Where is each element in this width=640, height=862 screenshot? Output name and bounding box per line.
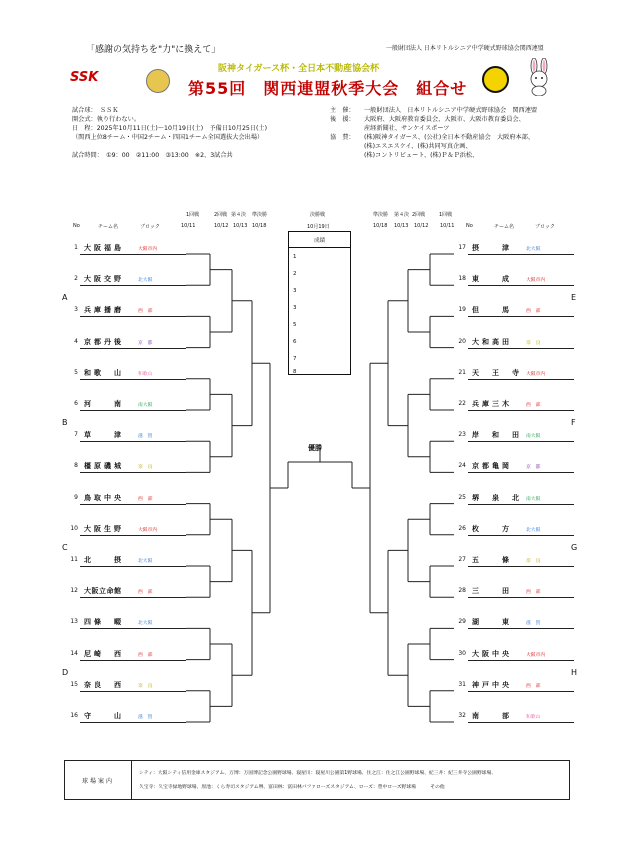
col-r3-right: 第４決 <box>394 212 410 218</box>
col-team-left: チーム名 <box>98 224 119 230</box>
team-block: 大阪市内 <box>138 527 158 533</box>
value-support-1: 大阪府、大阪府教育委員会、大阪市、大阪市教育委員会、 <box>364 116 525 123</box>
team-number: 7 <box>74 431 78 439</box>
venue-box <box>64 760 570 800</box>
team-name: 北 摂 <box>84 556 124 564</box>
col-final: 決勝戦 <box>310 212 326 218</box>
team-number: 6 <box>74 400 78 407</box>
col-r1-left: 1回戦 <box>186 212 200 218</box>
team-block: 滋 賀 <box>526 621 541 627</box>
result-rank: 1 <box>293 254 297 260</box>
motto-text: 「感謝の気持ちを"力"に換えて」 <box>86 45 221 55</box>
date-1012-right: 10/12 <box>414 223 429 229</box>
info-qualify: （関西上位8チーム・中国2チーム・四国1チーム全国選抜大会出場） <box>72 134 264 141</box>
team-block: 和歌山 <box>526 715 541 720</box>
team-name: 堺 泉 北 <box>472 493 522 502</box>
team-block: 大阪市内 <box>526 652 546 658</box>
team-number: 18 <box>458 275 466 283</box>
team-name: 大阪立命館 <box>84 587 122 596</box>
group-letter: F <box>571 418 576 427</box>
team-block: 西 部 <box>138 496 153 502</box>
date-1013-left: 10/13 <box>233 223 248 229</box>
team-name: 奈良 西 <box>84 680 124 689</box>
venue-label: 球場案内 <box>65 761 132 799</box>
col-r1-right: 1回戦 <box>439 212 453 218</box>
result-rank: 3 <box>293 288 297 294</box>
team-block: 京 都 <box>526 465 541 471</box>
info-ball: 試合球： ＳＳＫ <box>72 107 119 114</box>
group-letter: C <box>62 543 68 552</box>
team-block: 南大阪 <box>138 403 153 408</box>
team-number: 1 <box>74 244 78 251</box>
team-number: 17 <box>458 244 466 251</box>
value-sponsor-1: (株)阪神タイガース、(公社)全日本不動産協会 大阪府本部、 <box>364 134 535 141</box>
col-r2-right: 2回戦 <box>412 212 426 218</box>
team-name: 守 山 <box>84 712 124 720</box>
team-name: 京都亀岡 <box>472 462 512 471</box>
team-block: 北大阪 <box>138 559 153 564</box>
team-number: 8 <box>74 462 78 470</box>
date-1012-left: 10/12 <box>214 223 229 229</box>
team-block: 北大阪 <box>138 621 153 627</box>
team-block: 奈 良 <box>526 340 541 346</box>
team-name: 但 馬 <box>472 306 512 315</box>
team-name: 大阪生野 <box>84 524 124 533</box>
team-number: 4 <box>74 337 78 345</box>
team-block: 西 部 <box>138 309 153 315</box>
venue-line-2: 久宝寺：久宝寺緑地野球場、原池：くら寿司スタジアム堺、富田林：富田林バファローズスタジアム、ローズ：豊中ローズ野球場 その他 <box>139 785 445 790</box>
group-letter: B <box>62 418 68 427</box>
ssk-logo-text: SSK <box>70 70 99 85</box>
team-name: 大阪中央 <box>472 649 512 658</box>
team-name: 湖 東 <box>472 618 512 627</box>
group-letter: G <box>571 543 578 552</box>
team-number: 13 <box>70 618 78 626</box>
team-block: 滋 賀 <box>138 715 153 720</box>
team-number: 21 <box>458 368 466 376</box>
team-name: 和歌 山 <box>84 368 124 377</box>
label-host: 主 催： <box>330 107 355 114</box>
info-ceremony: 開会式：執り行わない。 <box>72 116 141 123</box>
team-block: 西 部 <box>526 309 541 315</box>
info-schedule: 日 程：2025年10月11日(土)～10月19日(土) 予備日10月25日(土) <box>72 125 268 132</box>
date-1018-right: 10/18 <box>373 223 388 229</box>
date-1019: 10月19日 <box>307 224 330 230</box>
team-name: 天 王 寺 <box>472 368 522 377</box>
date-1011-right: 10/11 <box>440 223 455 229</box>
team-block: 西 部 <box>138 652 153 658</box>
team-name: 大和高田 <box>472 337 512 346</box>
team-name: 四條 畷 <box>84 618 124 627</box>
team-name: 大阪交野 <box>84 275 124 284</box>
col-block-right: ブロック <box>535 224 555 230</box>
team-name: 枚 方 <box>472 524 512 533</box>
col-no-left: No <box>73 223 80 229</box>
team-number: 26 <box>458 524 466 532</box>
team-name: 五 條 <box>472 556 512 564</box>
team-name: 神戸中央 <box>472 680 512 689</box>
team-block: 奈 良 <box>138 683 153 689</box>
team-number: 23 <box>458 431 466 439</box>
team-number: 30 <box>458 649 466 657</box>
col-no-right: No <box>466 223 473 229</box>
page-title: 第55回 関西連盟秋季大会 組合せ <box>188 79 468 98</box>
team-block: 西 部 <box>526 403 541 408</box>
label-sponsor: 協 賛： <box>330 134 355 141</box>
team-block: 南大阪 <box>526 434 541 440</box>
team-number: 14 <box>70 649 78 657</box>
team-number: 15 <box>70 680 78 688</box>
team-number: 20 <box>458 337 466 345</box>
team-number: 29 <box>458 618 466 626</box>
col-r3-left: 第４決 <box>231 212 247 218</box>
organizer-line: 一般財団法人 日本リトルシニア中学硬式野球協会関西連盟 <box>386 45 544 52</box>
team-name: 岸 和 田 <box>472 431 522 440</box>
team-number: 28 <box>458 587 466 595</box>
group-letter: E <box>571 293 577 302</box>
label-support: 後 援： <box>330 116 355 123</box>
col-qf-left: 準決勝 <box>252 212 268 218</box>
team-name: 東 成 <box>472 275 512 284</box>
team-number: 31 <box>458 680 466 688</box>
col-block-left: ブロック <box>140 224 160 230</box>
col-r2-left: 2回戦 <box>214 212 228 218</box>
team-block: 和歌山 <box>138 371 153 377</box>
team-name: 兵庫三木 <box>472 400 512 408</box>
team-block: 奈 良 <box>138 465 153 471</box>
team-block: 北大阪 <box>526 247 541 252</box>
date-1013-right: 10/13 <box>394 223 409 229</box>
result-rank: 8 <box>293 369 297 375</box>
team-name: 河 南 <box>84 400 124 408</box>
date-1018-left: 10/18 <box>252 223 267 229</box>
team-name: 京都丹後 <box>84 337 124 346</box>
team-number: 25 <box>458 493 466 501</box>
team-block: 大阪市内 <box>138 247 158 252</box>
team-block: 京 都 <box>138 340 153 346</box>
team-block: 南大阪 <box>526 496 541 502</box>
result-rank: 5 <box>293 322 297 328</box>
team-block: 大阪市内 <box>526 371 546 377</box>
result-rank: 2 <box>293 271 297 277</box>
team-name: 三 田 <box>472 587 512 596</box>
team-number: 16 <box>70 712 78 719</box>
team-block: 奈 良 <box>526 559 541 564</box>
date-1011-left: 10/11 <box>181 223 196 229</box>
team-block: 北大阪 <box>526 527 541 533</box>
info-times: 試合時間： ①9：00 ②11:00 ③13:00 ※2、3試合共 <box>72 152 233 159</box>
team-block: 西 部 <box>526 683 541 689</box>
team-number: 19 <box>458 306 466 314</box>
col-qf-right: 準決勝 <box>373 212 389 218</box>
group-letter: A <box>62 293 68 302</box>
col-team-right: チーム名 <box>494 224 515 230</box>
team-number: 22 <box>458 400 466 407</box>
result-rank: 7 <box>293 356 297 362</box>
team-number: 24 <box>458 462 466 470</box>
team-name: 鳥取中央 <box>84 493 124 502</box>
team-number: 32 <box>458 712 466 719</box>
group-letter: D <box>62 668 69 677</box>
team-name: 尼崎 西 <box>84 649 124 658</box>
winner-label: 優勝 <box>308 444 322 452</box>
team-block: 北大阪 <box>138 278 153 284</box>
value-host: 一般財団法人 日本リトルシニア中学硬式野球協会 関西連盟 <box>364 107 538 114</box>
team-number: 27 <box>458 556 466 563</box>
team-block: 大阪市内 <box>526 278 546 284</box>
team-name: 草 津 <box>84 431 124 440</box>
value-sponsor-2: (株)エスエスケイ、(株)共同写真企画、 <box>364 143 472 150</box>
team-number: 11 <box>70 556 78 563</box>
team-number: 2 <box>74 275 78 283</box>
team-name: 南 部 <box>472 712 512 720</box>
group-letter: H <box>571 668 578 677</box>
team-name: 橿原磯城 <box>84 462 124 471</box>
team-name: 兵庫播磨 <box>84 306 124 315</box>
result-rank: 3 <box>293 305 297 311</box>
team-number: 9 <box>74 493 78 501</box>
team-name: 摂 津 <box>472 244 512 252</box>
team-block: 滋 賀 <box>138 434 153 440</box>
team-block: 西 部 <box>526 590 541 596</box>
value-support-2: 産経新聞社、サンケイスポーツ <box>364 125 450 132</box>
cup-title: 阪神タイガース杯・全日本不動産協会杯 <box>218 64 380 74</box>
venue-line-1: シティ：大阪シティ信用金庫スタジアム、万博：万国博記念公園野球場、寝屋川：寝屋川公園第1野球場、住之江：住之江公園野球場、紀三井：紀三井寺公園野球場、 <box>139 771 497 776</box>
result-caption: 成績 <box>313 238 325 244</box>
result-rank: 6 <box>293 339 297 345</box>
team-number: 10 <box>70 524 78 532</box>
team-block: 西 部 <box>138 590 153 596</box>
team-name: 大阪福島 <box>84 244 124 252</box>
team-number: 12 <box>70 587 78 595</box>
team-number: 3 <box>74 306 78 314</box>
value-sponsor-3: (株)コントリビュート、(株)Ｐ＆Ｐ浜松、 <box>364 152 479 159</box>
team-number: 5 <box>74 368 78 376</box>
